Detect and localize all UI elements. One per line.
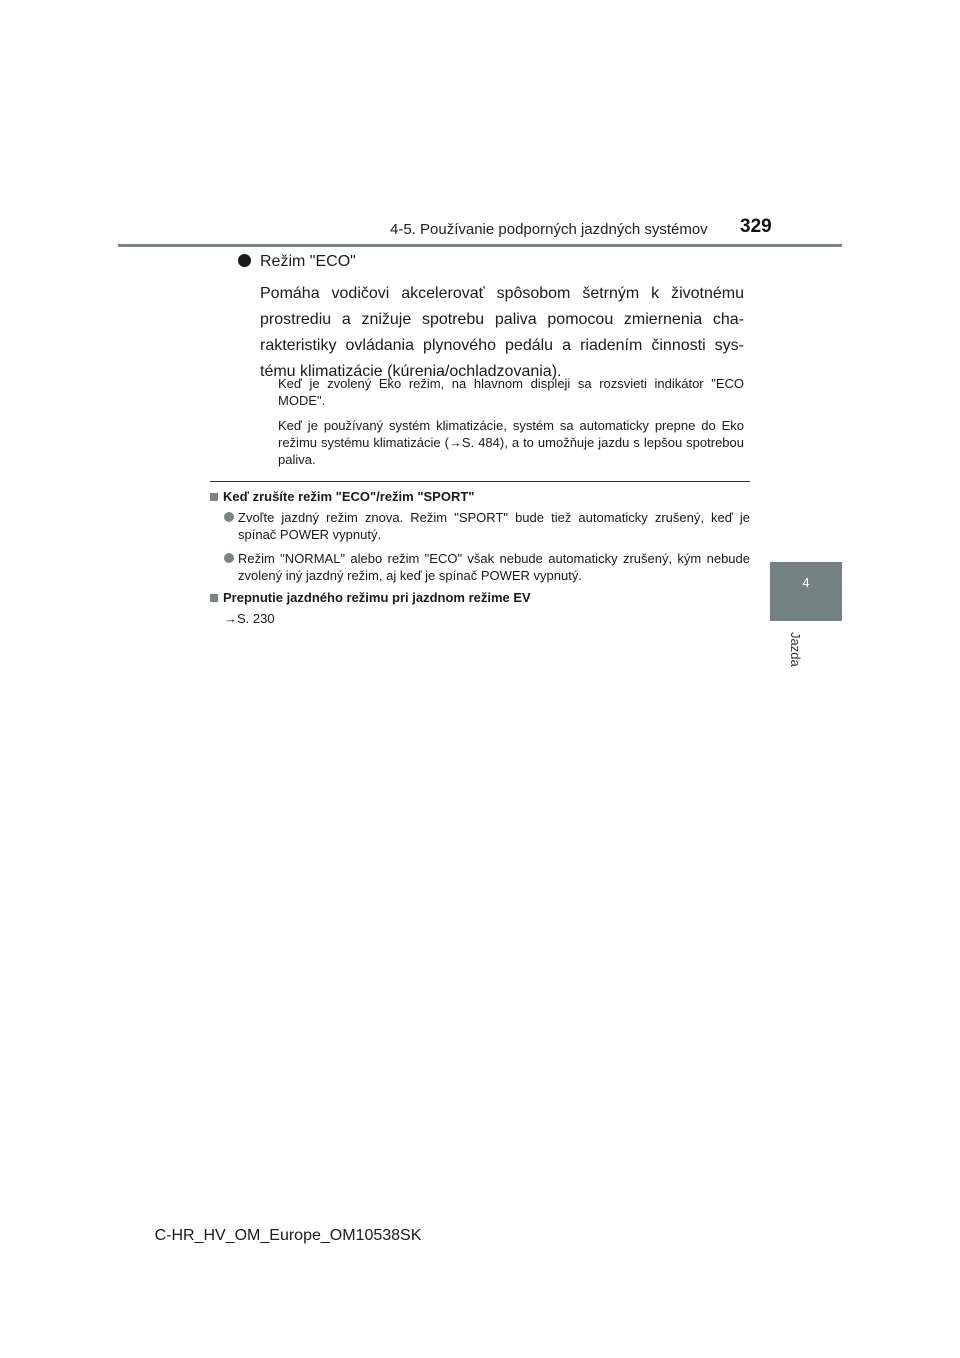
cancel-mode-heading-text: Keď zrušíte režim "ECO"/režim "SPORT" bbox=[223, 489, 475, 504]
chapter-number: 4 bbox=[802, 575, 810, 590]
chapter-tab[interactable] bbox=[770, 562, 842, 621]
list-item bbox=[224, 550, 750, 584]
list-item-text: Režim "NORMAL" alebo režim "ECO" však nebude automaticky zrušený, kým nebude zvolený iný jazdný režim, aj keď je spínač POWER vypnutý. bbox=[238, 551, 750, 583]
ev-mode-heading bbox=[210, 590, 531, 605]
page-number: 329 bbox=[740, 216, 772, 237]
eco-mode-heading bbox=[238, 253, 356, 271]
eco-mode-heading-text: Režim "ECO" bbox=[260, 253, 356, 270]
eco-mode-description bbox=[260, 281, 744, 385]
desc-line: Pomáha vodičovi akcelerovať spôsobom šetrným k životnému bbox=[260, 285, 744, 302]
list-item bbox=[224, 509, 750, 543]
bullet-dot-icon bbox=[238, 254, 251, 267]
list-item-text: Zvoľte jazdný režim znova. Režim "SPORT" bude tiež automaticky zrušený, keď je spínač POWER vypnutý. bbox=[238, 510, 750, 542]
eco-note-climate: Keď je používaný systém klimatizácie, systém sa automaticky prepne do Eko režimu systému klimatizácie (→S. 484), a to umožňuje jazdu s lepšou spotrebou paliva. bbox=[278, 418, 744, 467]
cancel-mode-heading bbox=[210, 489, 474, 504]
desc-line: tému klimatizácie (kúrenia/ochladzovania). bbox=[260, 363, 562, 380]
square-bullet-icon bbox=[210, 493, 218, 501]
desc-line: prostrediu a znižuje spotrebu paliva pomocou zmiernenia cha- bbox=[260, 311, 744, 328]
bullet-dot-icon bbox=[224, 512, 234, 522]
bullet-dot-icon bbox=[224, 553, 234, 563]
square-bullet-icon bbox=[210, 594, 218, 602]
ev-mode-heading-text: Prepnutie jazdného režimu pri jazdnom režime EV bbox=[223, 590, 531, 605]
page-reference-link[interactable]: →S. 230 bbox=[224, 611, 275, 626]
chapter-label bbox=[788, 632, 810, 692]
section-title: 4-5. Používanie podporných jazdných systémov bbox=[390, 221, 708, 238]
eco-note-indicator: Keď je zvolený Eko režim, na hlavnom displeji sa rozsvieti indikátor "ECO MODE". bbox=[278, 376, 744, 408]
chapter-label-text: Jazda bbox=[788, 632, 803, 667]
section-divider bbox=[210, 481, 750, 482]
desc-line: rakteristiky ovládania plynového pedálu a riadením činnosti sys- bbox=[260, 337, 744, 354]
document-id: C-HR_HV_OM_Europe_OM10538SK bbox=[154, 1227, 422, 1244]
header-rule bbox=[118, 244, 842, 247]
